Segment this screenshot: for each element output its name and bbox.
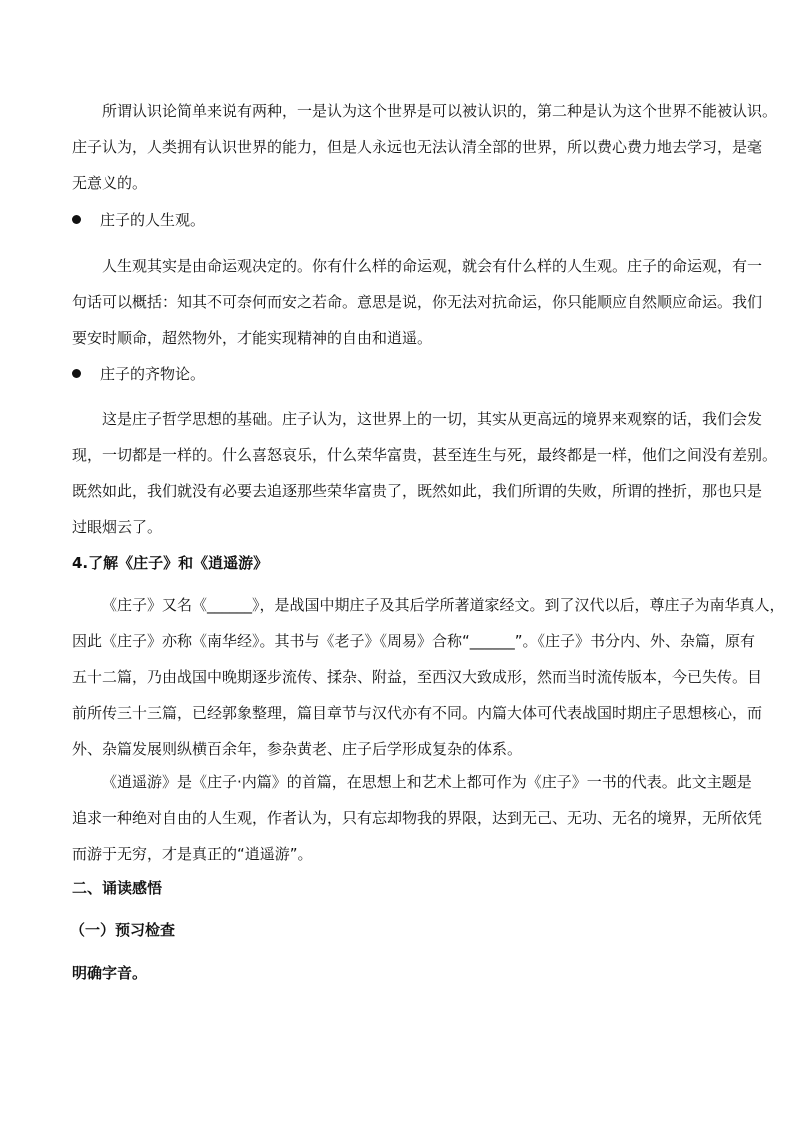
subsection-heading: （一）预习检查 [70, 921, 176, 939]
paragraph-zhuangzi-book [72, 587, 785, 767]
bullet-dot-icon [72, 215, 81, 224]
text-line: 而游于无穷，才是真正的“逍遥游”。 [72, 845, 313, 863]
text-line: 庄子认为，人类拥有认识世界的能力，但是人永远也无法认清全部的世界，所以费心费力地去学习，是毫 [72, 138, 763, 156]
text-line: 句话可以概括：知其不可奈何而安之若命。意思是说，你无法对抗命运，你只能顺应自然顺应命运。我们 [72, 293, 763, 311]
paragraph-epistemology [72, 93, 778, 201]
subsection-heading: 明确字音。 [72, 964, 148, 982]
paragraph-xiaoyaoyou [72, 764, 763, 872]
text-line: 无意义的。 [72, 174, 148, 192]
text-line: 五十二篇，乃由战国中晚期逐步流传、揉杂、附益，至西汉大致成形，然而当时流传版本，今已失传。目 [72, 668, 763, 686]
text-line: 所谓认识论简单来说有两种，一是认为这个世界是可以被认识的，第二种是认为这个世界不能被认识。 [102, 102, 778, 120]
text-line: 既然如此，我们就没有必要去追逐那些荣华富贵了，既然如此，我们所谓的失败，所谓的挫折，那也只是 [72, 482, 763, 500]
bullet-text: 庄子的人生观。 [100, 211, 206, 229]
text-line: 这是庄子哲学思想的基础。庄子认为，这世界上的一切，其实从更高远的境界来观察的话，我们会发 [102, 410, 763, 428]
section-heading: 4.了解《庄子》和《逍遥游》 [72, 554, 269, 572]
text-line: 外、杂篇发展则纵横百余年，参杂黄老、庄子后学形成复杂的体系。 [72, 740, 523, 758]
section-heading: 二、诵读感悟 [72, 879, 163, 897]
text-line: 《庄子》又名《______》，是战国中期庄子及其后学所著道家经文。到了汉代以后，尊庄子为南华真人， [102, 596, 785, 614]
text-line: 过眼烟云了。 [72, 518, 163, 536]
text-line: 《逍遥游》是《庄子·内篇》的首篇，在思想上和艺术上都可作为《庄子》一书的代表。此文主题是 [102, 773, 752, 791]
bullet-dot-icon [72, 369, 81, 378]
bullet-text: 庄子的齐物论。 [100, 365, 206, 383]
text-line: 追求一种绝对自由的人生观，作者认为，只有忘却物我的界限，达到无己、无功、无名的境界，无所依凭 [72, 809, 763, 827]
paragraph-qiwulun [72, 401, 778, 545]
paragraph-outlook-on-life [72, 248, 763, 356]
text-line: 前所传三十三篇，已经郭象整理，篇目章节与汉代亦有不同。内篇大体可代表战国时期庄子思想核心，而 [72, 704, 763, 722]
text-line: 因此《庄子》亦称《南华经》。其书与《老子》《周易》合称“______”。《庄子》书分内、外、杂篇，原有 [72, 632, 756, 650]
text-line: 要安时顺命，超然物外，才能实现精神的自由和逍遥。 [72, 329, 433, 347]
text-line: 现，一切都是一样的。什么喜怒哀乐，什么荣华富贵，甚至连生与死，最终都是一样，他们之间没有差别。 [72, 446, 778, 464]
text-line: 人生观其实是由命运观决定的。你有什么样的命运观，就会有什么样的人生观。庄子的命运观，有一 [102, 257, 763, 275]
